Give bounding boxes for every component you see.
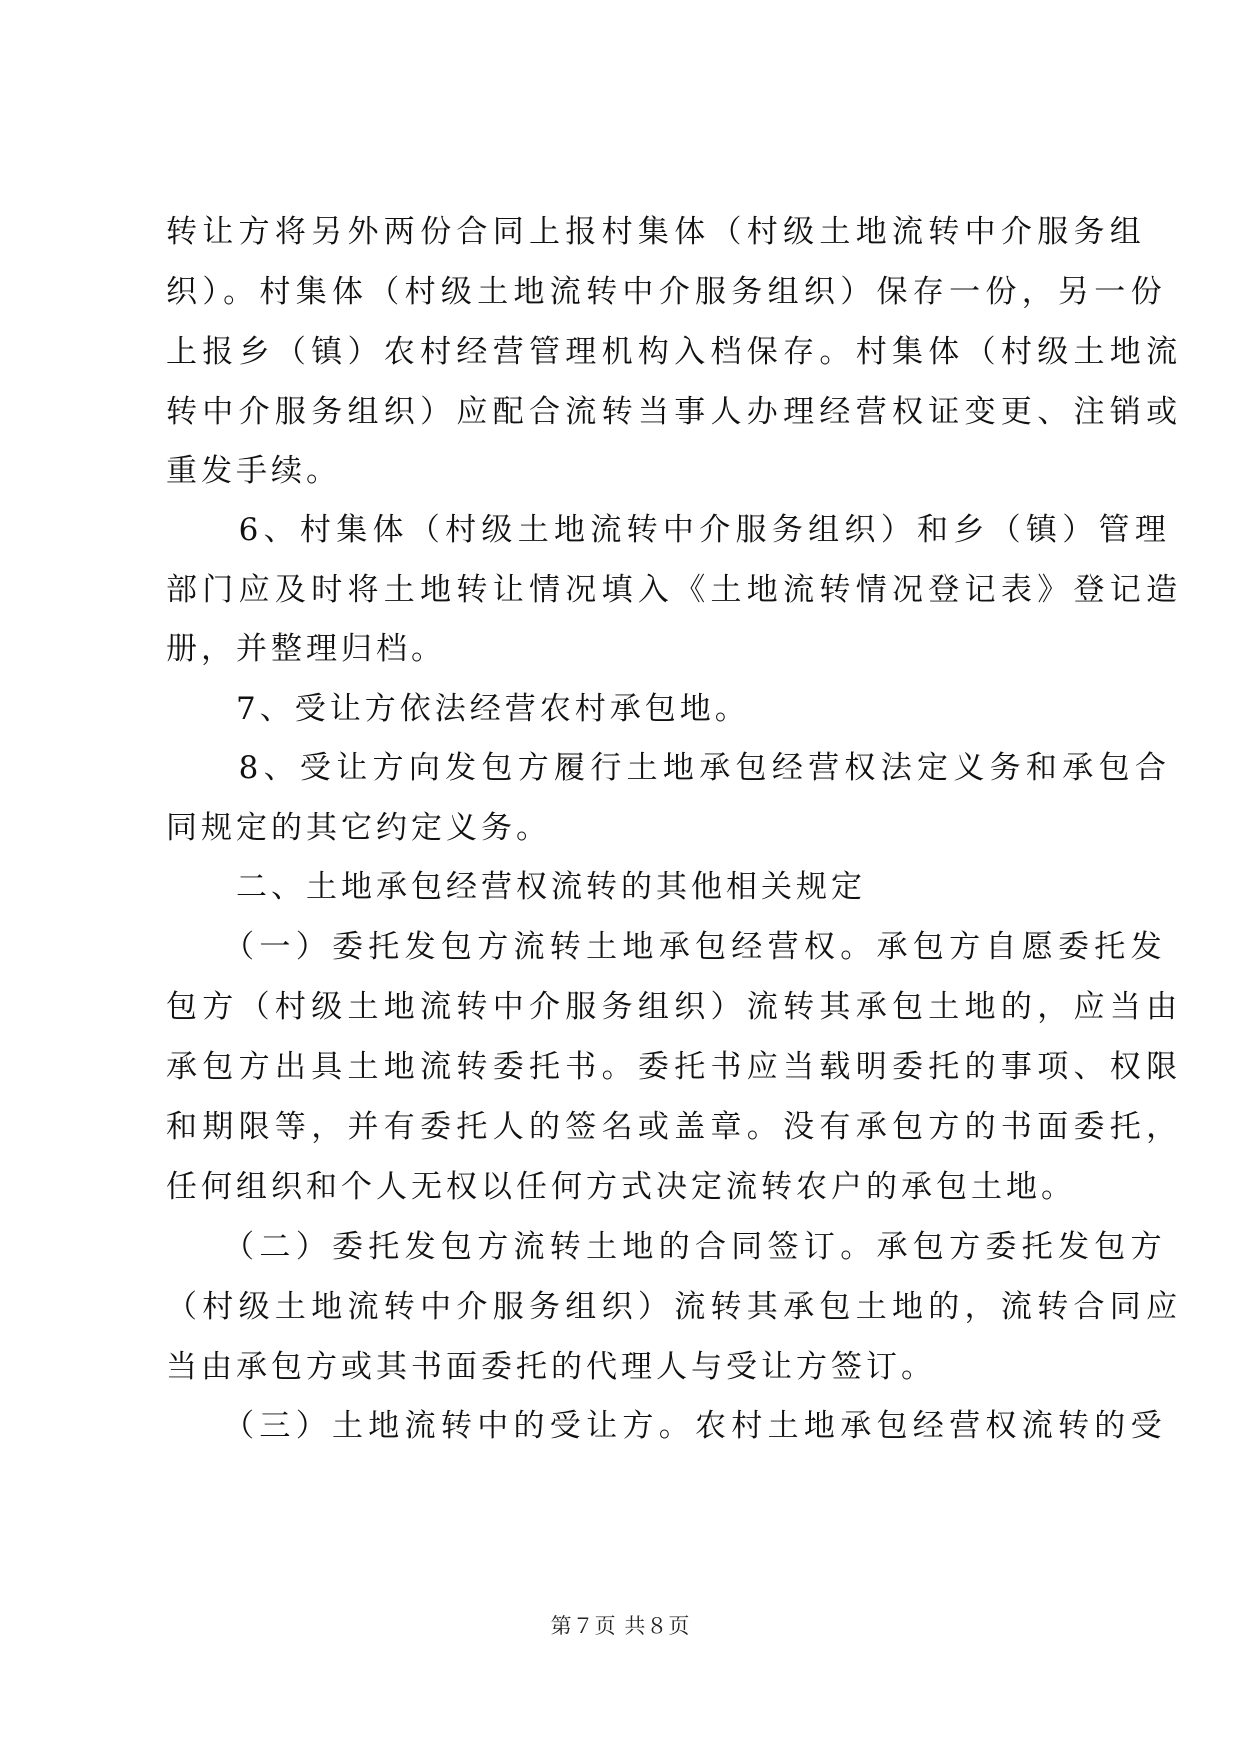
text-line: （二）委托发包方流转土地的合同签订。承包方委托发包方 — [166, 1229, 1167, 1265]
text-line: （村级土地流转中介服务组织）流转其承包土地的，流转合同应 — [166, 1289, 1183, 1325]
text-line: （三）土地流转中的受让方。农村土地承包经营权流转的受 — [166, 1408, 1167, 1444]
text-line: 6、村集体（村级土地流转中介服务组织）和乡（镇）管理 — [166, 512, 1172, 548]
text-line: 转让方将另外两份合同上报村集体（村级土地流转中介服务组 — [166, 214, 1147, 250]
text-line: 承包方出具土地流转委托书。委托书应当载明委托的事项、权限 — [166, 1049, 1183, 1085]
text-line: 和期限等，并有委托人的签名或盖章。没有承包方的书面委托， — [166, 1109, 1183, 1145]
text-line: 7、受让方依法经营农村承包地。 — [166, 691, 750, 727]
text-line: 包方（村级土地流转中介服务组织）流转其承包土地的，应当由 — [166, 989, 1183, 1025]
text-line: 转中介服务组织）应配合流转当事人办理经营权证变更、注销或 — [166, 394, 1183, 430]
text-line: 上报乡（镇）农村经营管理机构入档保存。村集体（村级土地流 — [166, 334, 1183, 370]
text-line: （一）委托发包方流转土地承包经营权。承包方自愿委托发 — [166, 929, 1167, 965]
section-heading: 二、土地承包经营权流转的其他相关规定 — [166, 869, 866, 905]
text-line: 部门应及时将土地转让情况填入《土地流转情况登记表》登记造 — [166, 572, 1183, 608]
text-line: 重发手续。 — [166, 453, 341, 489]
text-line: 册，并整理归档。 — [166, 631, 446, 667]
text-line: 织）。村集体（村级土地流转中介服务组织）保存一份，另一份 — [166, 274, 1167, 310]
page-number-footer: 第７页 共８页 — [550, 1614, 691, 1638]
text-line: 8、受让方向发包方履行土地承包经营权法定义务和承包合 — [166, 750, 1172, 786]
text-line: 任何组织和个人无权以任何方式决定流转农户的承包土地。 — [166, 1169, 1076, 1205]
text-line: 当由承包方或其书面委托的代理人与受让方签订。 — [166, 1349, 936, 1385]
text-line: 同规定的其它约定义务。 — [166, 810, 551, 846]
